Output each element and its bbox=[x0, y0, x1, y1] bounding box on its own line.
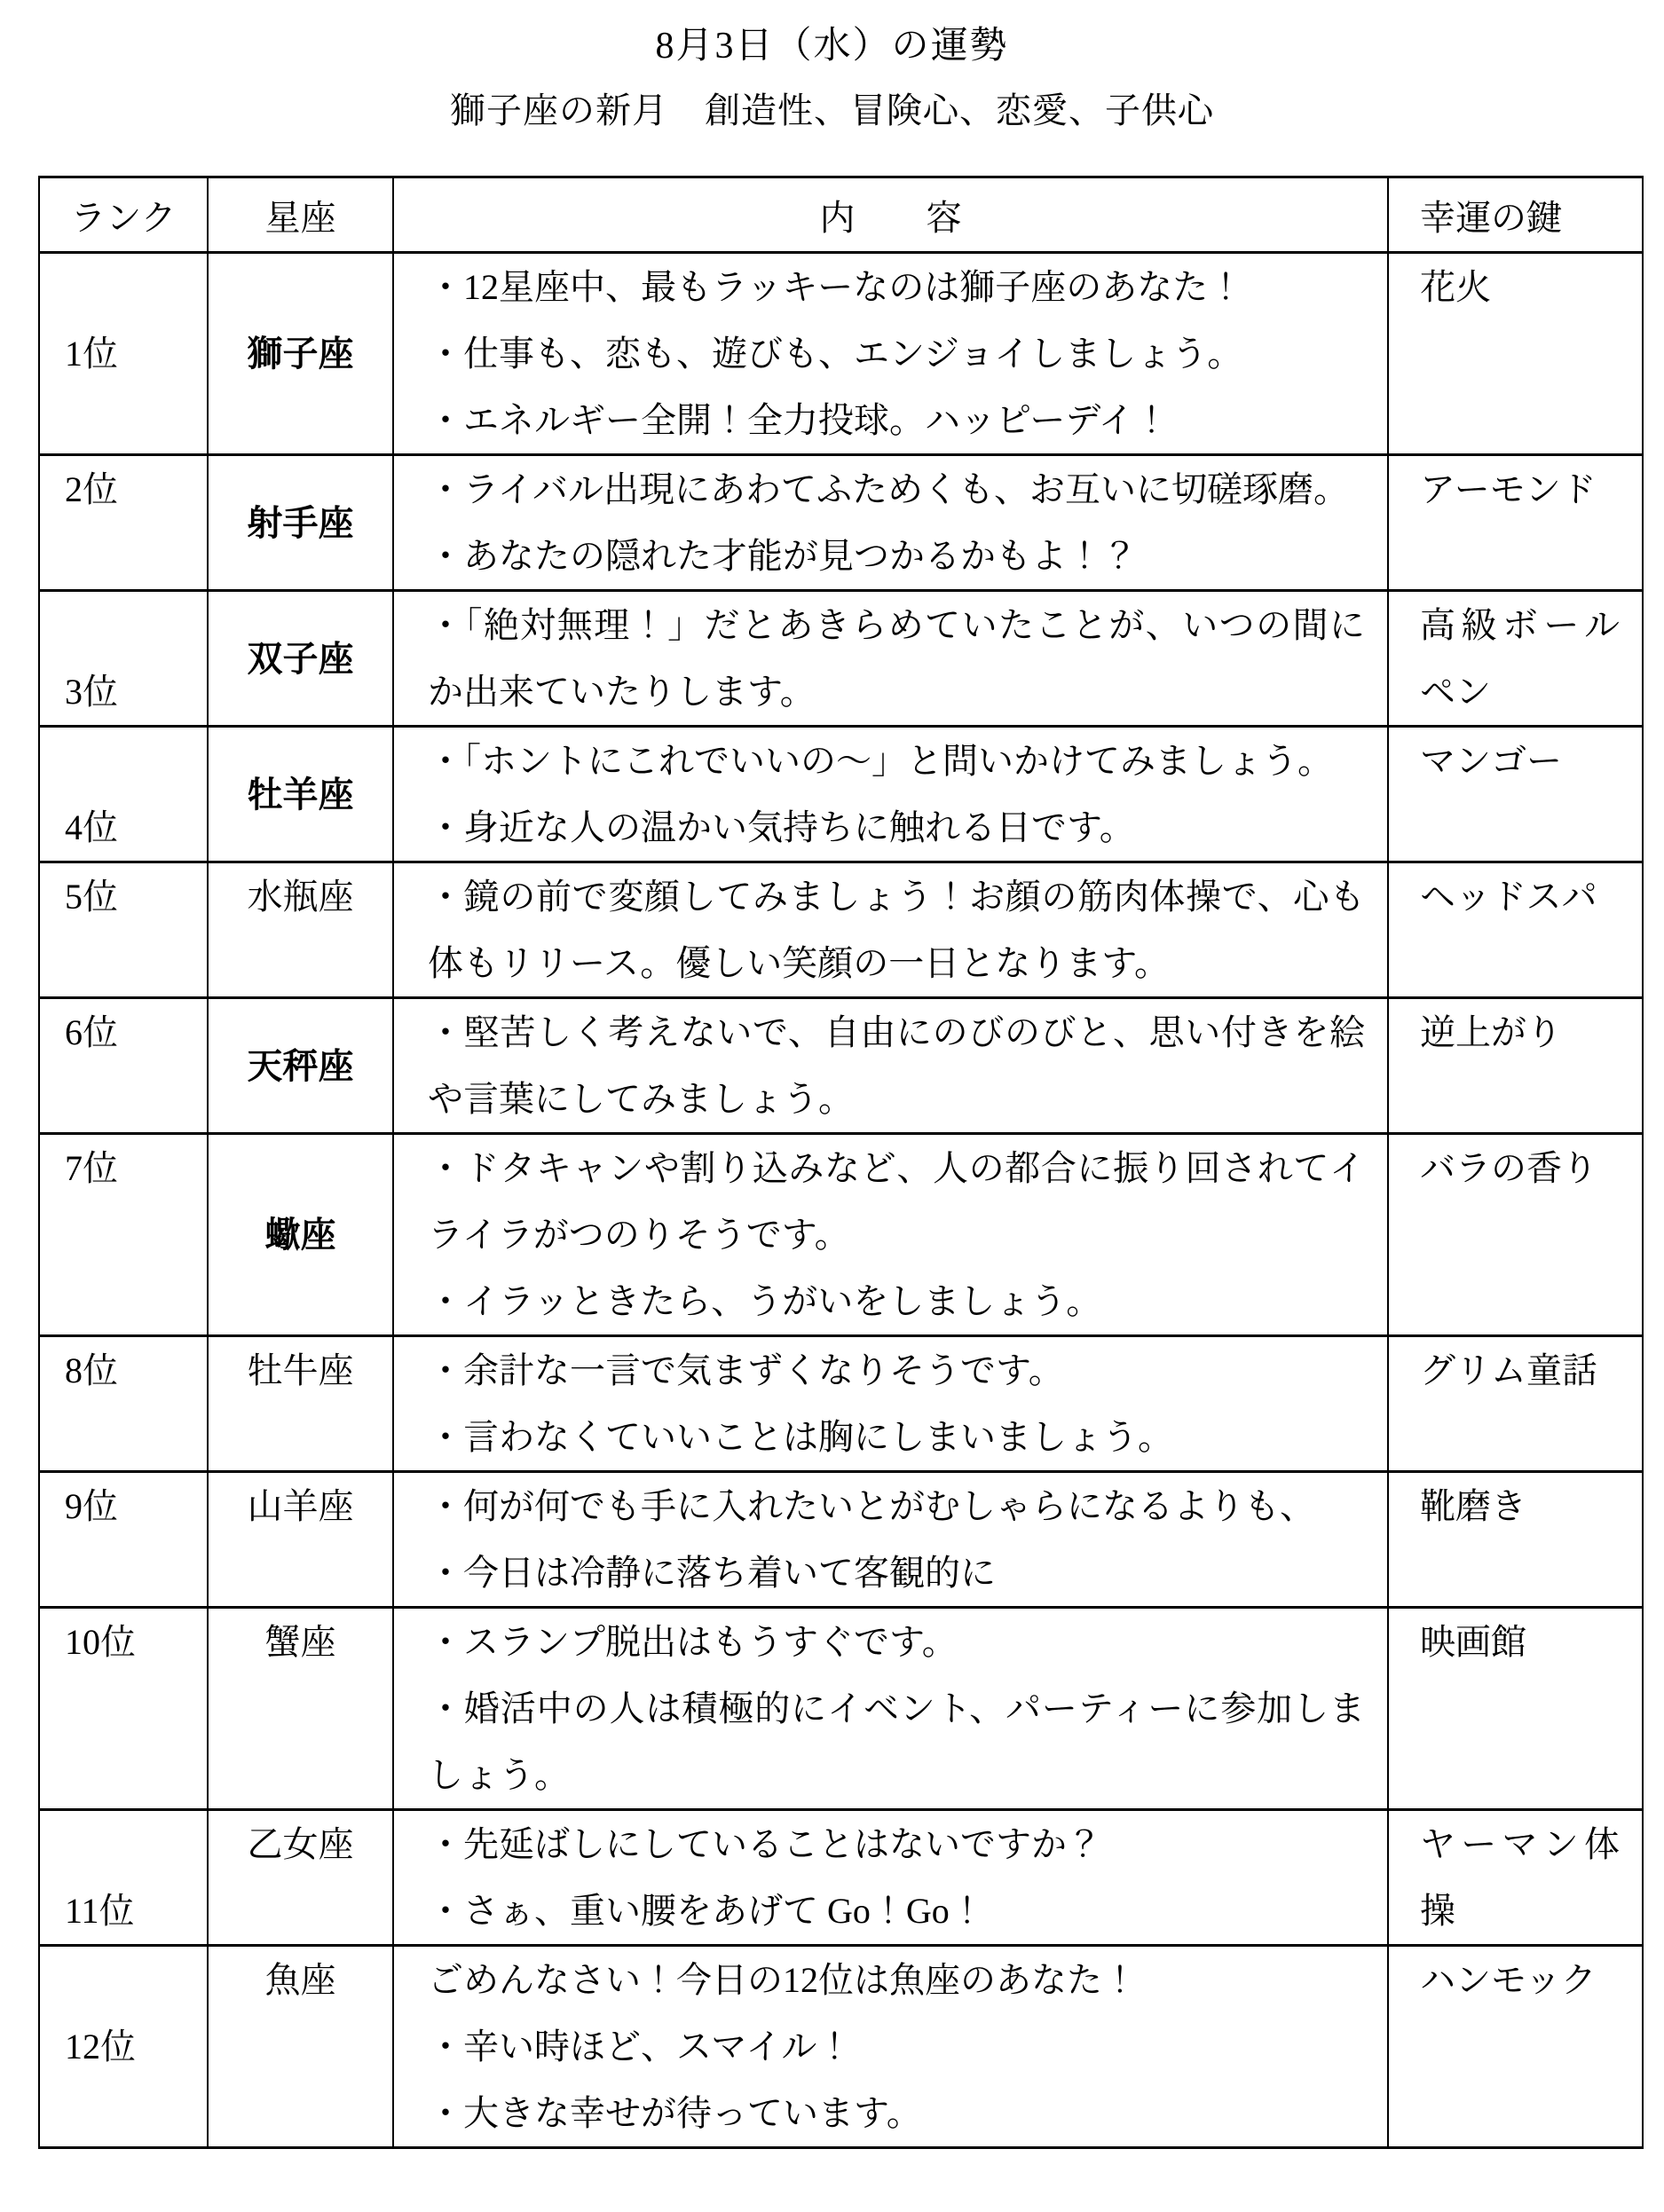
table-row bbox=[39, 862, 1643, 998]
sign-cell: 山羊座 bbox=[208, 1472, 393, 1608]
lucky-key-cell: 映画館 bbox=[1388, 1608, 1643, 1810]
sign-cell: 牡羊座 bbox=[208, 727, 393, 862]
fortune-table bbox=[38, 176, 1644, 2149]
fortune-page bbox=[0, 23, 1664, 2212]
lucky-key-cell: バラの香り bbox=[1388, 1134, 1643, 1336]
rank-cell: 9位 bbox=[39, 1472, 208, 1608]
content-cell bbox=[393, 998, 1388, 1134]
header-rank: ランク bbox=[39, 177, 208, 253]
lucky-key-cell: 靴磨き bbox=[1388, 1472, 1643, 1608]
rank-cell: 2位 bbox=[39, 455, 208, 591]
content-bullet: ・言わなくていいことは胸にしまいましょう。 bbox=[428, 1417, 1173, 1457]
content-bullet: ・イラッときたら、うがいをしましょう。 bbox=[428, 1281, 1102, 1321]
table-row bbox=[39, 1946, 1643, 2148]
content-cell bbox=[393, 1472, 1388, 1608]
table-row bbox=[39, 591, 1643, 727]
table-row bbox=[39, 1472, 1643, 1608]
rank-cell: 4位 bbox=[39, 727, 208, 862]
table-row bbox=[39, 1810, 1643, 1946]
content-cell bbox=[393, 1946, 1388, 2148]
sign-cell: 獅子座 bbox=[208, 253, 393, 455]
sign-cell: 魚座 bbox=[208, 1946, 393, 2148]
rank-cell: 6位 bbox=[39, 998, 208, 1134]
table-row bbox=[39, 455, 1643, 591]
content-bullet: ・「ホントにこれでいいの～」と問いかけてみましょう。 bbox=[428, 741, 1333, 781]
lucky-key-cell: 花火 bbox=[1388, 253, 1643, 455]
page-title: 8月3日（水）の運勢 bbox=[655, 26, 1009, 67]
lucky-key-cell: ハンモック bbox=[1388, 1946, 1643, 2148]
sign-cell: 蠍座 bbox=[208, 1134, 393, 1336]
rank-cell: 12位 bbox=[39, 1946, 208, 2148]
content-bullet: ・ドタキャンや割り込みなど、人の都合に振り回されてイライラがつのりそうです。 bbox=[428, 1148, 1365, 1255]
sign-cell: 双子座 bbox=[208, 591, 393, 727]
content-bullet: ・スランプ脱出はもうすぐです。 bbox=[428, 1622, 958, 1662]
sign-cell: 蟹座 bbox=[208, 1608, 393, 1810]
lucky-key-cell: ヘッドスパ bbox=[1388, 862, 1643, 998]
content-cell bbox=[393, 862, 1388, 998]
content-bullet: ・何が何でも手に入れたいとがむしゃらになるよりも、 bbox=[428, 1486, 1315, 1526]
content-bullet: ・辛い時ほど、スマイル！ bbox=[428, 2027, 853, 2066]
lucky-key-cell: 逆上がり bbox=[1388, 998, 1643, 1134]
sign-cell: 天秤座 bbox=[208, 998, 393, 1134]
content-bullet: ・さぁ、重い腰をあげて Go！Go！ bbox=[428, 1891, 985, 1931]
rank-cell: 3位 bbox=[39, 591, 208, 727]
content-cell bbox=[393, 1134, 1388, 1336]
content-bullet: ・「絶対無理！」だとあきらめていたことが、いつの間にか出来ていたりします。 bbox=[428, 605, 1365, 712]
content-bullet: ・婚活中の人は積極的にイベント、パーティーに参加しましょう。 bbox=[428, 1689, 1365, 1795]
content-cell bbox=[393, 253, 1388, 455]
content-bullet: ・あなたの隠れた才能が見つかるかもよ！？ bbox=[428, 536, 1138, 576]
rank-cell: 7位 bbox=[39, 1134, 208, 1336]
lucky-key-cell: 高級ボールペン bbox=[1388, 591, 1643, 727]
table-row bbox=[39, 1134, 1643, 1336]
content-bullet: ごめんなさい！今日の12位は魚座のあなた！ bbox=[428, 1960, 1138, 2000]
sign-cell: 射手座 bbox=[208, 455, 393, 591]
content-bullet: ・先延ばしにしていることはないですか？ bbox=[428, 1824, 1102, 1864]
content-bullet: ・今日は冷静に落ち着いて客観的に bbox=[428, 1553, 996, 1593]
content-bullet: ・鏡の前で変顔してみましょう！お顔の筋肉体操で、心も体もリリース。優しい笑顔の一日となります。 bbox=[428, 877, 1365, 983]
header-content: 内 容 bbox=[393, 177, 1388, 253]
content-bullet: ・堅苦しく考えないで、自由にのびのびと、思い付きを絵や言葉にしてみましょう。 bbox=[428, 1012, 1365, 1119]
lucky-key-cell: アーモンド bbox=[1388, 455, 1643, 591]
header-lucky-key: 幸運の鍵 bbox=[1388, 177, 1643, 253]
lucky-key-cell: マンゴー bbox=[1388, 727, 1643, 862]
header-row bbox=[39, 177, 1643, 253]
table-row bbox=[39, 253, 1643, 455]
content-cell bbox=[393, 727, 1388, 862]
page-subtitle: 獅子座の新月 創造性、冒険心、恋愛、子供心 bbox=[450, 91, 1214, 130]
content-cell bbox=[393, 1608, 1388, 1810]
rank-cell: 8位 bbox=[39, 1336, 208, 1472]
sign-cell: 水瓶座 bbox=[208, 862, 393, 998]
content-bullet: ・仕事も、恋も、遊びも、エンジョイしましょう。 bbox=[428, 334, 1243, 374]
content-bullet: ・余計な一言で気まずくなりそうです。 bbox=[428, 1350, 1064, 1390]
content-cell bbox=[393, 455, 1388, 591]
sign-cell: 乙女座 bbox=[208, 1810, 393, 1946]
rank-cell: 11位 bbox=[39, 1810, 208, 1946]
table-row bbox=[39, 1608, 1643, 1810]
lucky-key-cell: ヤーマン体操 bbox=[1388, 1810, 1643, 1946]
rank-cell: 5位 bbox=[39, 862, 208, 998]
lucky-key-cell: グリム童話 bbox=[1388, 1336, 1643, 1472]
rank-cell: 1位 bbox=[39, 253, 208, 455]
content-cell bbox=[393, 1810, 1388, 1946]
sign-cell: 牡牛座 bbox=[208, 1336, 393, 1472]
content-bullet: ・身近な人の温かい気持ちに触れる日です。 bbox=[428, 807, 1135, 847]
content-cell bbox=[393, 591, 1388, 727]
header-sign: 星座 bbox=[208, 177, 393, 253]
table-row bbox=[39, 1336, 1643, 1472]
content-bullet: ・大きな幸せが待っています。 bbox=[428, 2093, 922, 2133]
content-bullet: ・12星座中、最もラッキーなのは獅子座のあなた！ bbox=[428, 267, 1244, 307]
content-bullet: ・ライバル出現にあわてふためくも、お互いに切磋琢磨。 bbox=[428, 469, 1349, 509]
table-row bbox=[39, 998, 1643, 1134]
content-bullet: ・エネルギー全開！全力投球。ハッピーデイ！ bbox=[428, 400, 1170, 440]
table-row bbox=[39, 727, 1643, 862]
content-cell bbox=[393, 1336, 1388, 1472]
rank-cell: 10位 bbox=[39, 1608, 208, 1810]
